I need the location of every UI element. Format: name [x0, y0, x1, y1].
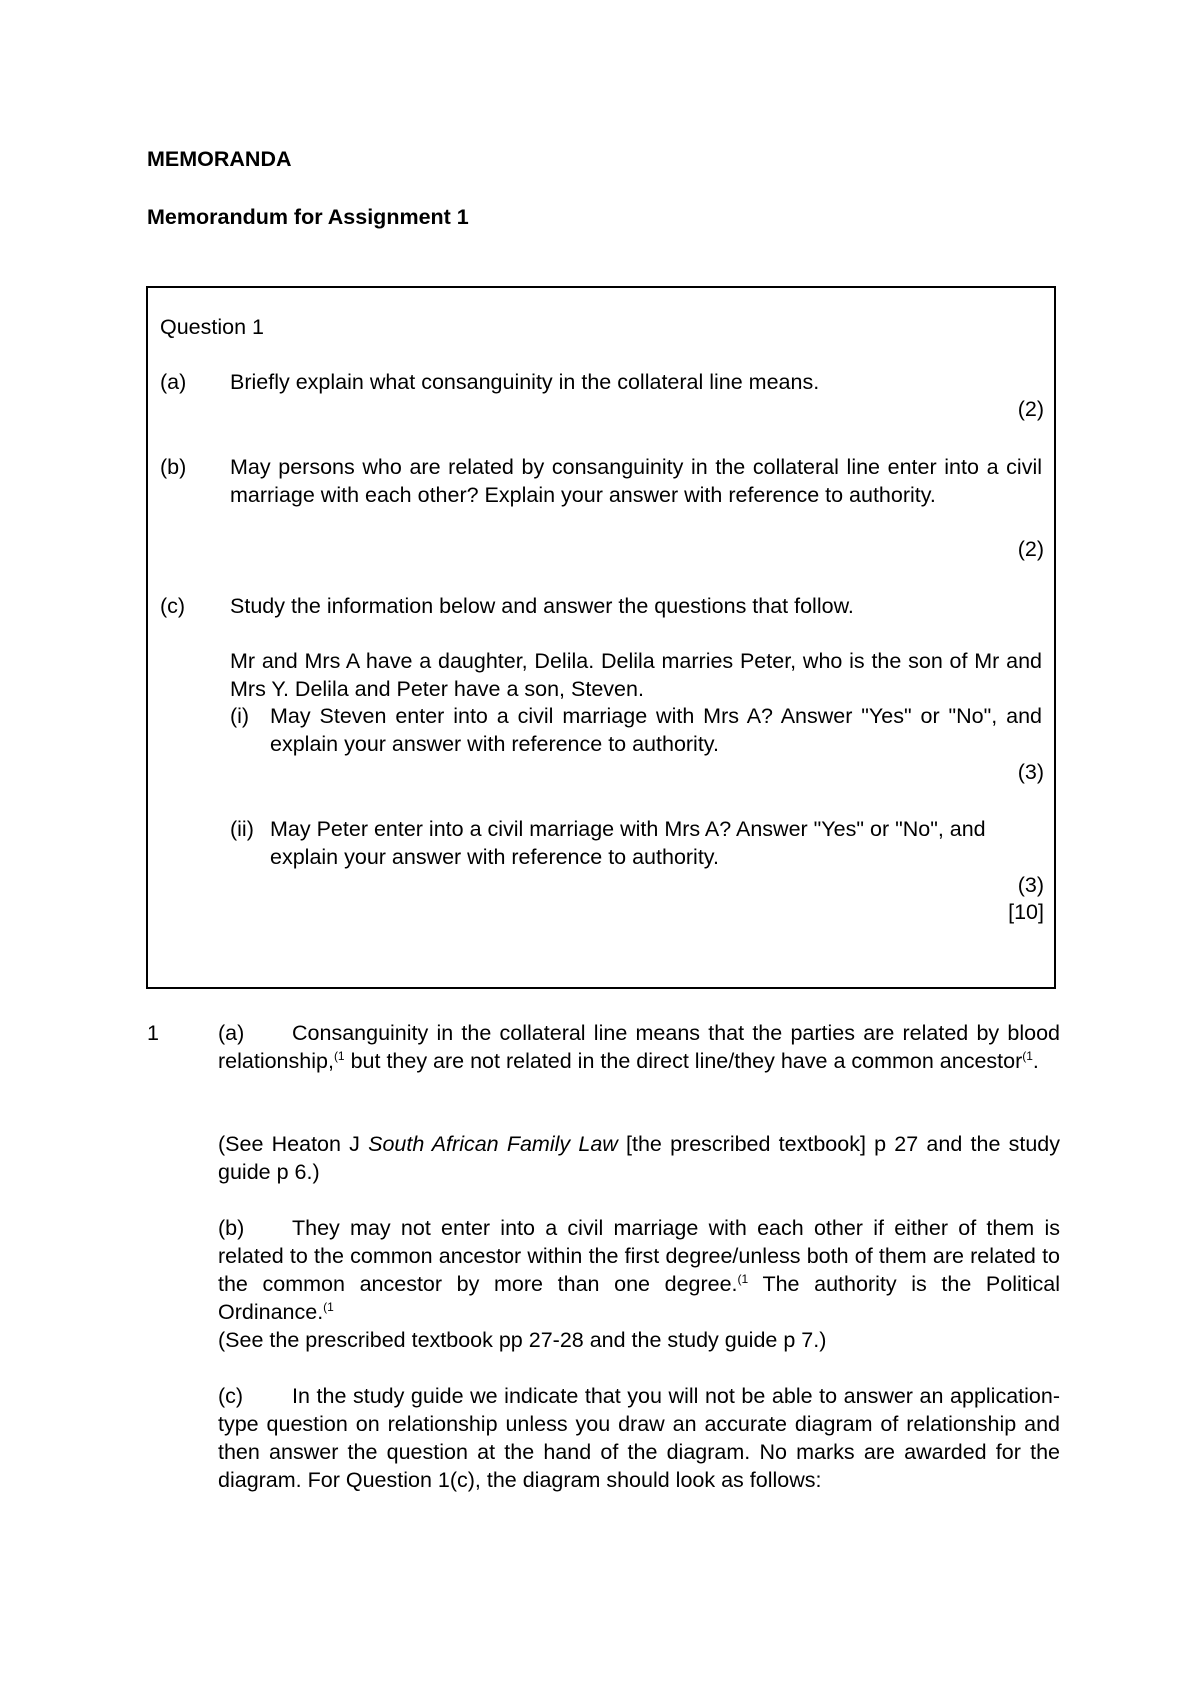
answer-a-text-1: Consanguinity in the collateral line means that the parties are related by blood relationship, [218, 1021, 1060, 1073]
mark-tick-2: (1 [1022, 1049, 1033, 1063]
answer-a [218, 1019, 1060, 1075]
answer-a-reference [218, 1130, 1060, 1186]
question-b-text: May persons who are related by consanguinity in the collateral line enter into a civil marriage with each other? Explain your answer with reference to authority. [230, 455, 1042, 507]
mark-tick-4: (1 [323, 1300, 334, 1314]
question-c-label: (c) [160, 594, 186, 618]
question-c-i-label: (i) [230, 704, 250, 728]
answer-number: 1 [147, 1021, 159, 1045]
question-b-label: (b) [160, 455, 187, 479]
question-c-i-text: May Steven enter into a civil marriage with Mrs A? Answer "Yes" or "No", and explain your answer with reference to authority. [270, 704, 1042, 756]
answer-c-label: (c) [218, 1384, 244, 1408]
answer-c-text: In the study guide we indicate that you will not be able to answer an application-type question on relationship unless you draw an accurate diagram of relationship and then answer the question at the hand of the diagram. No marks are awarded for the diagram. For Question 1(c), the diagram should look as follows: [218, 1384, 1060, 1492]
question-c-ii-label: (ii) [230, 817, 254, 841]
answer-b-text-1: They may not enter into a civil marriage with each other if either of them is related to the common ancestor within the first degree/unless both of them are related to the common ancestor by more than one degree. [218, 1216, 1060, 1296]
question-b-marks: (2) [1017, 537, 1044, 561]
memorandum-subtitle: Memorandum for Assignment 1 [147, 205, 469, 229]
section-title: MEMORANDA [147, 147, 292, 171]
reference-suffix: [the prescribed textbook] p 27 and the study guide p 6.) [218, 1132, 1060, 1184]
textbook-title: South African Family Law [368, 1132, 618, 1156]
question-a-label: (a) [160, 370, 187, 394]
question-c-i-marks: (3) [1017, 760, 1044, 784]
answer-b-text-2: The authority is the Political Ordinance. [218, 1272, 1060, 1324]
mark-tick-3: (1 [737, 1272, 749, 1286]
answer-b [218, 1214, 1060, 1326]
mark-tick-1: (1 [333, 1049, 345, 1063]
question-title: Question 1 [160, 315, 264, 339]
question-c-text: Study the information below and answer the questions that follow. [230, 594, 854, 618]
answer-a-label: (a) [218, 1021, 245, 1045]
answer-a-text-2: but they are not related in the direct line/they have a common ancestor [344, 1049, 1023, 1073]
question-box [146, 286, 1056, 989]
question-a-marks: (2) [1017, 397, 1044, 421]
answer-b-reference: (See the prescribed textbook pp 27-28 and the study guide p 7.) [218, 1328, 827, 1352]
answer-a-text-3: . [1032, 1049, 1039, 1073]
question-total-marks: [10] [1008, 900, 1044, 924]
question-c-scenario: Mr and Mrs A have a daughter, Delila. Delila marries Peter, who is the son of Mr and Mrs Y. Delila and Peter have a son, Steven. [230, 649, 1042, 701]
question-a-text: Briefly explain what consanguinity in the collateral line means. [230, 370, 820, 394]
reference-prefix: (See Heaton J [218, 1132, 369, 1156]
question-c-ii-text: May Peter enter into a civil marriage with Mrs A? Answer "Yes" or "No", and explain your answer with reference to authority. [270, 817, 986, 869]
answer-b-label: (b) [218, 1216, 245, 1240]
question-c-ii-marks: (3) [1017, 873, 1044, 897]
answer-c [218, 1382, 1060, 1494]
